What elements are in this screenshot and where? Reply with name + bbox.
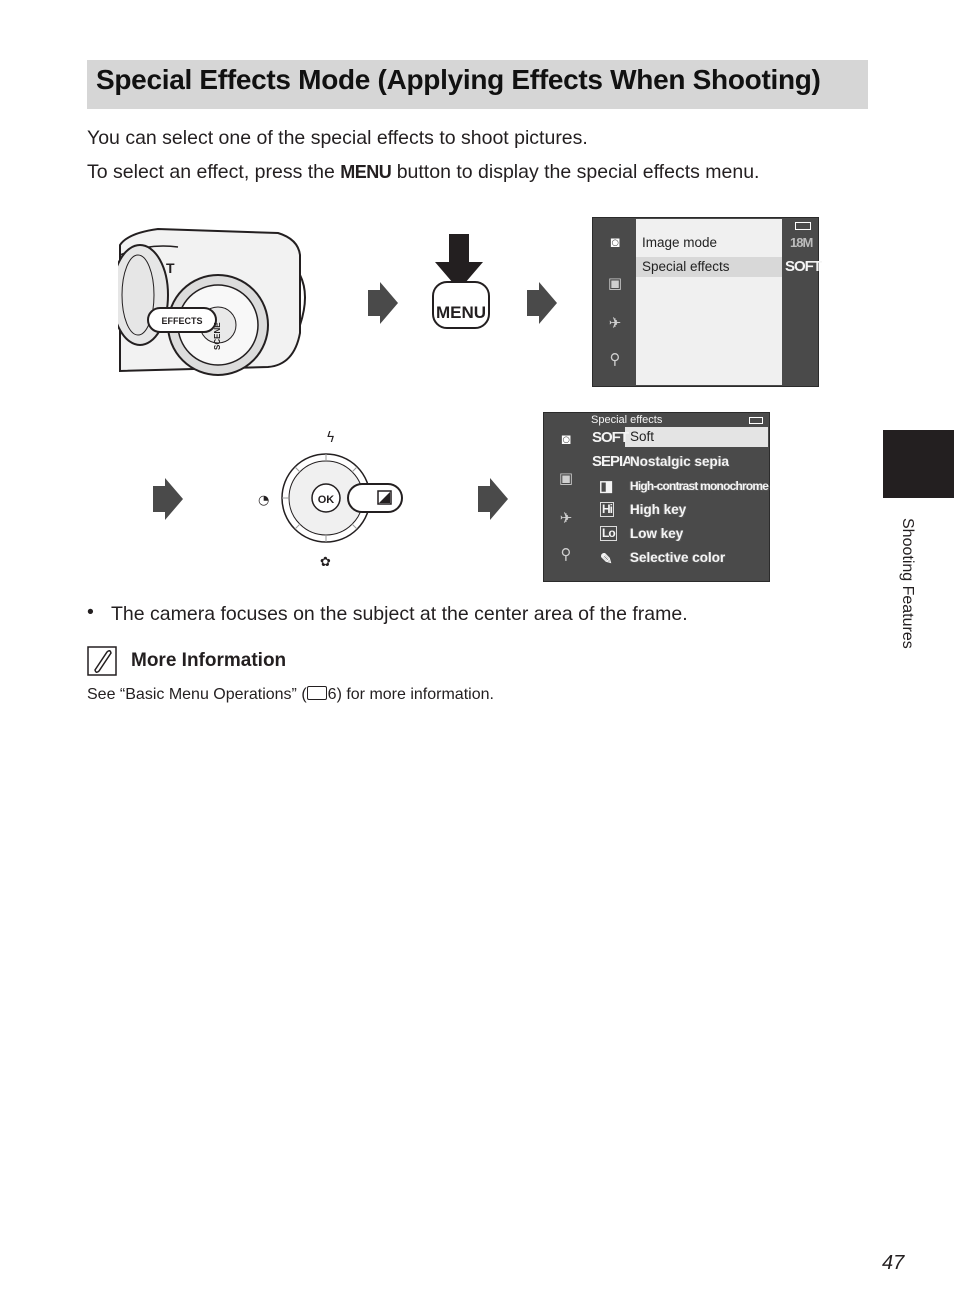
intro-line-2-before: To select an effect, press the: [87, 161, 341, 183]
shooting-menu-screen: [592, 217, 819, 387]
special-effects-menu-screen: [543, 412, 770, 582]
page-number: 47: [882, 1252, 905, 1274]
arrow-right-icon: [525, 280, 559, 326]
dial-scene-label: SCENE: [213, 322, 222, 350]
bullet-point: •: [87, 601, 94, 623]
intro-line-2-after: button to display the special effects menu.: [391, 161, 760, 183]
low-key-badge: Lo: [602, 526, 615, 540]
sepia-badge: SEPIA: [592, 453, 633, 470]
menu-item-high-contrast-monochrome[interactable]: High-contrast monochrome: [630, 479, 769, 493]
menu-button-label: MENU: [435, 303, 487, 322]
menu-header: Special effects: [591, 414, 663, 426]
selective-color-badge: ✎: [600, 551, 612, 568]
arrow-right-icon: [476, 476, 510, 522]
section-label: Shooting Features: [899, 518, 916, 649]
camera-mode-dial-illustration: [118, 215, 313, 380]
dial-effects-label: EFFECTS: [161, 316, 203, 326]
movie-tab-icon: ▣: [607, 275, 623, 292]
menu-item-low-key[interactable]: Low key: [630, 526, 684, 541]
press-menu-button-illustration: [425, 232, 495, 332]
menu-item-nostalgic-sepia[interactable]: Nostalgic sepia: [630, 454, 730, 469]
multi-selector-illustration: [252, 422, 408, 574]
menu-item-high-key[interactable]: High key: [630, 502, 687, 517]
self-timer-icon: ◔: [258, 493, 270, 508]
battery-icon: [795, 222, 811, 230]
intro-line-2: [87, 160, 759, 184]
bullet-text: The camera focuses on the subject at the center area of the frame.: [111, 603, 688, 625]
more-info-heading: More Information: [131, 650, 287, 671]
setup-tab-icon: ⚲: [560, 546, 572, 563]
image-mode-badge: 18M: [790, 235, 813, 250]
camera-tab-icon: ◙: [561, 431, 571, 448]
wifi-tab-icon: ✈: [559, 510, 573, 527]
flash-icon: ϟ: [326, 430, 336, 446]
menu-item-soft[interactable]: Soft: [630, 429, 655, 444]
note-icon: [87, 646, 117, 676]
battery-icon: [749, 417, 763, 424]
more-info-text: See “Basic Menu Operations” ( 6) for more information.: [87, 686, 494, 703]
movie-tab-icon: ▣: [558, 470, 574, 487]
page-reference-link[interactable]: 6: [327, 686, 337, 703]
menu-item-image-mode[interactable]: Image mode: [642, 235, 718, 250]
svg-text:T: T: [166, 260, 175, 276]
soft-badge: SOFT: [592, 429, 628, 446]
page-title: Special Effects Mode (Applying Effects When Shooting): [96, 64, 821, 95]
intro-line-1: You can select one of the special effects to shoot pictures.: [87, 127, 588, 149]
macro-icon: ✿: [320, 555, 331, 570]
arrow-right-icon: [151, 476, 185, 522]
book-icon: [307, 686, 327, 700]
setup-tab-icon: ⚲: [609, 351, 621, 368]
menu-item-special-effects[interactable]: Special effects: [636, 257, 782, 277]
menu-button-glyph: MENU: [340, 162, 392, 182]
menu-item-selective-color[interactable]: Selective color: [630, 550, 726, 565]
high-contrast-badge: ◨: [599, 478, 613, 495]
high-key-badge: Hi: [602, 502, 612, 516]
arrow-right-icon: [366, 280, 400, 326]
wifi-tab-icon: ✈: [608, 315, 622, 332]
ok-button-label: OK: [317, 494, 335, 506]
camera-tab-icon: ◙: [610, 234, 620, 251]
special-effect-badge: SOFT: [785, 258, 821, 275]
section-tab-marker: [883, 430, 954, 498]
